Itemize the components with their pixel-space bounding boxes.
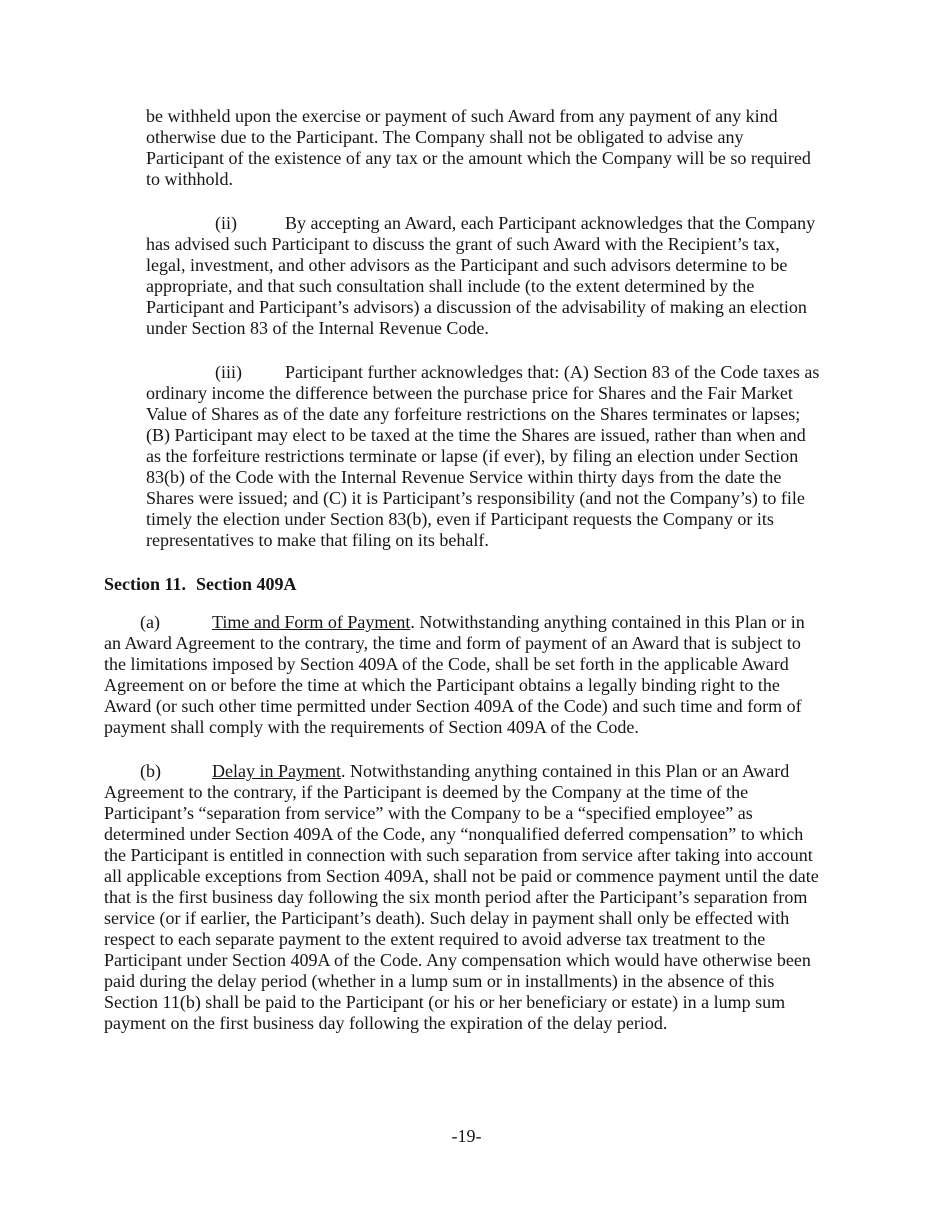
subsection-b — [104, 761, 820, 1034]
list-item-iii — [146, 362, 820, 551]
list-item-ii-text: By accepting an Award, each Participant acknowledges that the Company has advised such Participant to discuss the grant of such Award with the Recipient’s tax, legal, investment, and other advisors as the Participant and such advisors determine to be appropriate, and that such consultation shall include (to the extent determined by the Participant and Participant’s advisors) a discussion of the advisability of making an election under Section 83 of the Internal Revenue Code. — [146, 213, 816, 338]
section-heading-number: Section 11. — [104, 574, 187, 594]
page-number: -19- — [451, 1126, 482, 1146]
list-item-iii-text: Participant further acknowledges that: (A) Section 83 of the Code taxes as ordinary income the difference between the purchase price for Shares and the Fair Market Value of Shares as of the date any forfeiture restrictions on the Shares terminates or lapses; (B) Participant may elect to be taxed at the time the Shares are issued, rather than when and as the forfeiture restrictions terminate or lapse (if ever), by filing an election under Section 83(b) of the Code with the Internal Revenue Service within thirty days from the date the Shares were issued; and (C) it is Participant’s responsibility (and not the Company’s) to file timely the election under Section 83(b), even if Participant requests the Company or its representatives to make that filing on its behalf. — [146, 362, 820, 550]
subsection-b-title: Delay in Payment — [212, 761, 341, 781]
subsection-b-text: . Notwithstanding anything contained in this Plan or an Award Agreement to the contrary, if the Participant is deemed by the Company at the time of the Participant’s “separation from service” with the Company to be a “specified employee” as determined under Section 409A of the Code, any “nonqualified deferred compensation” to which the Participant is entitled in connection with such separation from service after taking into account all applicable exceptions from Section 409A, shall not be paid or commence payment until the date that is the first business day following the six month period after the Participant’s separation from service (or if earlier, the Participant’s death). Such delay in payment shall only be effected with respect to each separate payment to the extent required to avoid adverse tax treatment to the Participant under Section 409A of the Code. Any compensation which would have otherwise been paid during the delay period (whether in a lump sum or in installments) in the absence of this Section 11(b) shall be paid to the Participant (or his or her beneficiary or estate) in a lump sum payment on the first business day following the expiration of the delay period. — [104, 761, 819, 1033]
section-heading-title: Section 409A — [196, 574, 297, 594]
list-item-ii — [146, 213, 820, 339]
document-body — [104, 106, 820, 1057]
subsection-b-number: (b) — [140, 761, 161, 781]
list-item-iii-number: (iii) — [215, 362, 242, 382]
subsection-a-title: Time and Form of Payment — [212, 612, 411, 632]
subsection-a-text: . Notwithstanding anything contained in this Plan or in an Award Agreement to the contrary, the time and form of payment of an Award that is subject to the limitations imposed by Section 409A of the Code, shall be set forth in the applicable Award Agreement on or before the time at which the Participant obtains a legally binding right to the Award (or such other time permitted under Section 409A of the Code) and such time and form of payment shall comply with the requirements of Section 409A of the Code. — [104, 612, 805, 737]
subsection-a-number: (a) — [140, 612, 160, 632]
section-heading — [104, 574, 820, 595]
subsection-a — [104, 612, 820, 738]
continuation-paragraph: be withheld upon the exercise or payment of such Award from any payment of any kind otherwise due to the Participant. The Company shall not be obligated to advise any Participant of the existence of any tax or the amount which the Company will be so required to withhold. — [146, 106, 811, 189]
list-item-ii-number: (ii) — [215, 213, 237, 233]
